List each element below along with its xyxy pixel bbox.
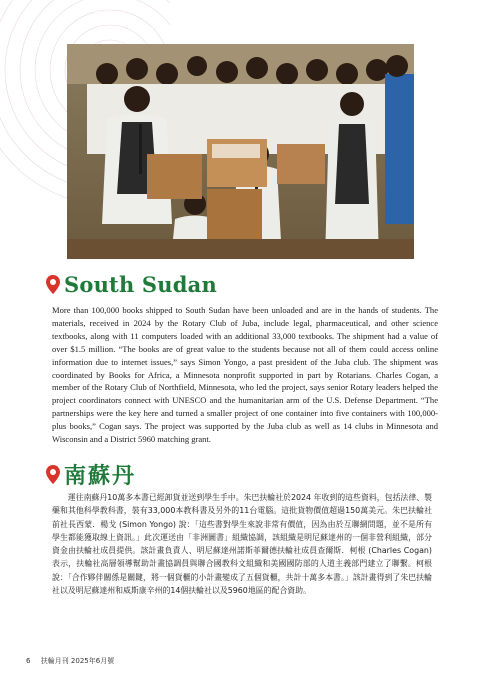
page-footer [26, 656, 114, 666]
section-title-zh: 南蘇丹 [64, 464, 137, 489]
page-number: 6 [26, 657, 31, 665]
map-pin-icon [46, 275, 60, 294]
article-body-zh: 運往南蘇丹10萬多本書已經卸貨並送到學生手中。朱巴扶輪社於2024 年收到的這些資料，包括法律、製藥和其他科學教科書，裝有33,000本教科書及另外的11台電腦。這批貨物價值超過150萬美元。朱巴扶輪社前社長西蒙．楊戈 (Simon Yongo) 說：「這些書對學生來說非常有價值，因為由於互聯網問題，並不是所有學生都能獲取線上資訊。」此次運送由「非洲圖書」組織協調，該組織是明尼蘇達州的一個非營利組織，部分資金由扶輪社成員提供。該計畫負責人、明尼蘇達州諾斯菲爾德扶輪社成員查爾斯．柯根 (Charles Cogan) 表示，扶輪社高層領導幫助計畫協調員與聯合國教科文組織和美國國防部的人道主義部門建立了聯繫。柯根說：「合作夥伴關係是關鍵，將一個貨櫃的小計畫變成了五個貨櫃，共計十萬多本書。」該計畫得到了朱巴扶輪社以及明尼蘇達州和威斯康辛州的14個扶輪社以及5960地區的配合資助。 [52, 493, 432, 596]
students-with-books-photo [67, 44, 414, 259]
map-pin-icon [46, 465, 60, 484]
publication-name: 扶輪月刊 2025年6月號 [40, 657, 115, 665]
section-title-en: South Sudan [64, 272, 217, 297]
article-body-en: More than 100,000 books shipped to South Sudan have been unloaded and are in the hands of students. The materials, received in 2024 by the Rotary Club of Juba, include legal, pharmaceutical, and other science textbooks, along with 11 computers loaded with an additional 33,000 textbooks. The shipment had a value of over $1.5 million. “The books are of great value to the students because not all of them could access online information due to internet issues,” says Simon Yongo, a past president of the Juba club. The shipment was coordinated by Books for Africa, a Minnesota nonprofit supported in part by Rotarians. Charles Cogan, a member of the Rotary Club of Northfield, Minnesota, who led the project, says senior Rotary leaders helped the project coordinators connect with UNESCO and the humanitarian arm of the U.S. Defense Department. “The partnerships were the key here and turned a smaller project of one container into five containers with 100,000-plus books,” Cogan says. The project was supported by the Juba club as well as 14 clubs in Minnesota and Wisconsin and a District 5960 matching grant. [52, 305, 438, 445]
section-heading-zh [46, 459, 136, 490]
section-heading-en [46, 272, 217, 297]
